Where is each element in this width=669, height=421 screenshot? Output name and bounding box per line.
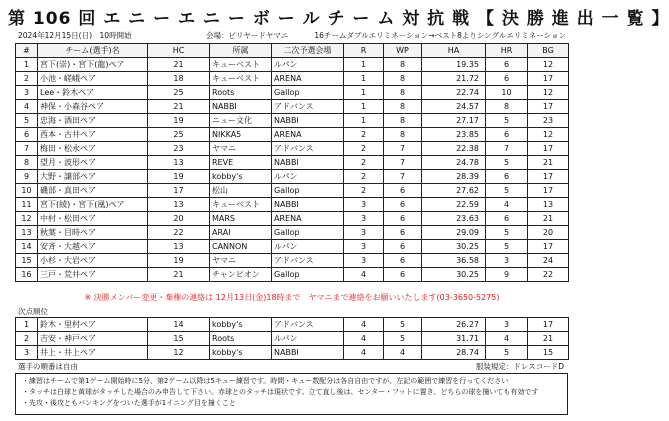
ha-cell: 36.58 bbox=[422, 254, 486, 268]
hr-cell: 5 bbox=[486, 346, 528, 360]
ha-cell: 23.85 bbox=[422, 128, 486, 142]
venue-cell: ルパン bbox=[272, 58, 344, 72]
bg-cell: 17 bbox=[528, 184, 569, 198]
team-cell: 吉安・神戸ペア bbox=[38, 332, 148, 346]
hc-cell: 21 bbox=[148, 100, 210, 114]
r-cell: 2 bbox=[344, 128, 384, 142]
rank-cell: 9 bbox=[16, 170, 38, 184]
r-cell: 1 bbox=[344, 86, 384, 100]
r-cell: 2 bbox=[344, 170, 384, 184]
r-cell: 3 bbox=[344, 212, 384, 226]
col-header: HR bbox=[486, 44, 528, 58]
finalists-table bbox=[15, 43, 569, 282]
hc-cell: 21 bbox=[148, 268, 210, 282]
wp-cell: 8 bbox=[384, 72, 422, 86]
table-row bbox=[16, 58, 569, 72]
wp-cell: 5 bbox=[384, 332, 422, 346]
ha-cell: 27.17 bbox=[422, 114, 486, 128]
hc-cell: 15 bbox=[148, 332, 210, 346]
team-cell: 秋葉・目時ペア bbox=[38, 226, 148, 240]
r-cell: 1 bbox=[344, 100, 384, 114]
table-row bbox=[16, 86, 569, 100]
affiliation-cell: Roots bbox=[210, 332, 272, 346]
finalists-body bbox=[16, 58, 569, 282]
hr-cell: 10 bbox=[486, 86, 528, 100]
table-header bbox=[16, 44, 569, 58]
bg-cell: 13 bbox=[528, 198, 569, 212]
team-cell: 忠海・酒田ペア bbox=[38, 114, 148, 128]
bg-cell: 21 bbox=[528, 156, 569, 170]
wp-cell: 7 bbox=[384, 170, 422, 184]
next-rank-label: 次点順位 bbox=[18, 307, 48, 316]
team-cell: 望月・波形ペア bbox=[38, 156, 148, 170]
bg-cell: 17 bbox=[528, 170, 569, 184]
table-row bbox=[16, 268, 569, 282]
affiliation-cell: MARS bbox=[210, 212, 272, 226]
team-cell: 小杉・大岩ペア bbox=[38, 254, 148, 268]
venue-cell: NABBI bbox=[272, 346, 344, 360]
affiliation-cell: CANNON bbox=[210, 240, 272, 254]
ha-cell: 22.59 bbox=[422, 198, 486, 212]
next-rank-table bbox=[15, 317, 569, 360]
rank-cell: 12 bbox=[16, 212, 38, 226]
table-row bbox=[16, 156, 569, 170]
page-title: 第 106 回 エ ニ ー エ ニ ー ボ ー ル チ ー ム 対 抗 戦 【 決 勝 進 出 一 覧 】 bbox=[8, 9, 669, 29]
affiliation-cell: kobby's bbox=[210, 346, 272, 360]
bg-cell: 15 bbox=[528, 346, 569, 360]
col-header: 所属 bbox=[210, 44, 272, 58]
ha-cell: 22.38 bbox=[422, 142, 486, 156]
table-row bbox=[16, 100, 569, 114]
rank-cell: 13 bbox=[16, 226, 38, 240]
venue-cell: アドバンス bbox=[272, 142, 344, 156]
wp-cell: 5 bbox=[384, 318, 422, 332]
r-cell: 3 bbox=[344, 254, 384, 268]
hc-cell: 12 bbox=[148, 346, 210, 360]
venue-cell: ルパン bbox=[272, 170, 344, 184]
event-date: 2024年12月15日(日) 10時開始 bbox=[18, 31, 132, 40]
venue-cell: Gallop bbox=[272, 86, 344, 100]
rank-cell: 1 bbox=[16, 318, 38, 332]
rank-cell: 1 bbox=[16, 58, 38, 72]
team-cell: 宮下(綾)・宮下(凰)ペア bbox=[38, 198, 148, 212]
rank-cell: 15 bbox=[16, 254, 38, 268]
wp-cell: 8 bbox=[384, 58, 422, 72]
rank-cell: 5 bbox=[16, 114, 38, 128]
team-cell: Lee・鈴木ペア bbox=[38, 86, 148, 100]
table-row bbox=[16, 254, 569, 268]
rule-note: ・先攻・後攻ともバンキングをついた選手が1イニング目を撞くこと bbox=[22, 399, 236, 407]
hr-cell: 5 bbox=[486, 156, 528, 170]
hr-cell: 5 bbox=[486, 184, 528, 198]
ha-cell: 29.09 bbox=[422, 226, 486, 240]
team-cell: 安斉・大越ペア bbox=[38, 240, 148, 254]
team-cell: 神保・小森谷ペア bbox=[38, 100, 148, 114]
bg-cell: 17 bbox=[528, 72, 569, 86]
bg-cell: 17 bbox=[528, 142, 569, 156]
hr-cell: 4 bbox=[486, 332, 528, 346]
ha-cell: 30.25 bbox=[422, 240, 486, 254]
r-cell: 3 bbox=[344, 240, 384, 254]
table-row bbox=[16, 226, 569, 240]
team-cell: 磯部・真田ペア bbox=[38, 184, 148, 198]
hr-cell: 5 bbox=[486, 240, 528, 254]
wp-cell: 8 bbox=[384, 86, 422, 100]
rule-note: ・練習はチームで第1ゲーム開始時に5分、第2ゲーム以降は5キュー練習です。時間・キュー数配分は各自自由ですが、左記の範囲で練習を行ってください bbox=[22, 377, 509, 385]
col-header: # bbox=[16, 44, 38, 58]
affiliation-cell: ニュー文化 bbox=[210, 114, 272, 128]
table-row bbox=[16, 128, 569, 142]
affiliation-cell: キューベスト bbox=[210, 198, 272, 212]
r-cell: 3 bbox=[344, 226, 384, 240]
r-cell: 1 bbox=[344, 114, 384, 128]
wp-cell: 6 bbox=[384, 254, 422, 268]
affiliation-cell: Roots bbox=[210, 86, 272, 100]
rank-cell: 10 bbox=[16, 184, 38, 198]
team-cell: 鈴木・里村ペア bbox=[38, 318, 148, 332]
ha-cell: 19.35 bbox=[422, 58, 486, 72]
rank-cell: 2 bbox=[16, 72, 38, 86]
affiliation-cell: kobby's bbox=[210, 318, 272, 332]
venue-cell: Gallop bbox=[272, 268, 344, 282]
team-cell: 西本・古井ペア bbox=[38, 128, 148, 142]
venue-cell: ルパン bbox=[272, 332, 344, 346]
venue-cell: アドバンス bbox=[272, 254, 344, 268]
affiliation-cell: キューベスト bbox=[210, 72, 272, 86]
affiliation-cell: チャンピオン bbox=[210, 268, 272, 282]
col-header: 二次予選会場 bbox=[272, 44, 344, 58]
venue-cell: アドバンス bbox=[272, 318, 344, 332]
hr-cell: 3 bbox=[486, 254, 528, 268]
venue-cell: ルパン bbox=[272, 240, 344, 254]
player-order-note: 選手の順番は自由 bbox=[18, 362, 78, 371]
hc-cell: 21 bbox=[148, 58, 210, 72]
table-row bbox=[16, 142, 569, 156]
r-cell: 4 bbox=[344, 346, 384, 360]
affiliation-cell: kobby's bbox=[210, 170, 272, 184]
event-venue: 会場：ビリヤードヤマニ bbox=[206, 31, 289, 40]
bg-cell: 21 bbox=[528, 332, 569, 346]
rank-cell: 3 bbox=[16, 346, 38, 360]
wp-cell: 8 bbox=[384, 100, 422, 114]
table-row bbox=[16, 346, 569, 360]
affiliation-cell: ヤマニ bbox=[210, 142, 272, 156]
table-row bbox=[16, 198, 569, 212]
venue-cell: ARENA bbox=[272, 72, 344, 86]
venue-cell: アドバンス bbox=[272, 100, 344, 114]
rules-notes bbox=[15, 373, 568, 415]
hc-cell: 18 bbox=[148, 72, 210, 86]
rule-note: ・タッチは白球と黄球がタッチした場合のみ申告して下さい。赤球とのタッチは現状です。立て直し後は、センター・フットに置き、どちらの球を撞いても有効です bbox=[22, 388, 539, 396]
hc-cell: 14 bbox=[148, 318, 210, 332]
wp-cell: 6 bbox=[384, 226, 422, 240]
hc-cell: 13 bbox=[148, 198, 210, 212]
hr-cell: 6 bbox=[486, 128, 528, 142]
r-cell: 1 bbox=[344, 72, 384, 86]
event-format: 16チームダブルエリミネーション→ベスト8よりシングルエリミネーション bbox=[314, 31, 566, 40]
hr-cell: 4 bbox=[486, 198, 528, 212]
sub-header bbox=[0, 30, 584, 42]
bg-cell: 21 bbox=[528, 212, 569, 226]
r-cell: 3 bbox=[344, 198, 384, 212]
hc-cell: 19 bbox=[148, 170, 210, 184]
wp-cell: 7 bbox=[384, 156, 422, 170]
dress-code-note: 服装規定：ドレスコードD bbox=[475, 362, 564, 371]
ha-cell: 31.71 bbox=[422, 332, 486, 346]
col-header: HC bbox=[148, 44, 210, 58]
ha-cell: 27.62 bbox=[422, 184, 486, 198]
r-cell: 1 bbox=[344, 58, 384, 72]
venue-cell: Gallop bbox=[272, 184, 344, 198]
ha-cell: 22.74 bbox=[422, 86, 486, 100]
rank-cell: 4 bbox=[16, 100, 38, 114]
venue-cell: NABBI bbox=[272, 114, 344, 128]
wp-cell: 6 bbox=[384, 268, 422, 282]
team-cell: 大野・譲部ペア bbox=[38, 170, 148, 184]
deadline-notice: ※ 決勝メンバー変更・棄権の連絡は 12月13日(金)18時まで ヤマニまで連絡をお願いいたします(03-3650-5275) bbox=[84, 293, 500, 302]
wp-cell: 6 bbox=[384, 184, 422, 198]
hr-cell: 3 bbox=[486, 318, 528, 332]
table-row bbox=[16, 184, 569, 198]
affiliation-cell: REVE bbox=[210, 156, 272, 170]
wp-cell: 6 bbox=[384, 198, 422, 212]
rank-cell: 16 bbox=[16, 268, 38, 282]
bg-cell: 17 bbox=[528, 100, 569, 114]
hc-cell: 13 bbox=[148, 156, 210, 170]
ha-cell: 24.78 bbox=[422, 156, 486, 170]
affiliation-cell: NABBI bbox=[210, 100, 272, 114]
rank-cell: 3 bbox=[16, 86, 38, 100]
ha-cell: 21.72 bbox=[422, 72, 486, 86]
table-row bbox=[16, 212, 569, 226]
hc-cell: 25 bbox=[148, 86, 210, 100]
affiliation-cell: キューベスト bbox=[210, 58, 272, 72]
rank-cell: 11 bbox=[16, 198, 38, 212]
r-cell: 2 bbox=[344, 156, 384, 170]
affiliation-cell: NIKKA5 bbox=[210, 128, 272, 142]
ha-cell: 30.25 bbox=[422, 268, 486, 282]
hc-cell: 20 bbox=[148, 212, 210, 226]
r-cell: 4 bbox=[344, 268, 384, 282]
wp-cell: 6 bbox=[384, 240, 422, 254]
hr-cell: 9 bbox=[486, 268, 528, 282]
ha-cell: 28.74 bbox=[422, 346, 486, 360]
bg-cell: 20 bbox=[528, 226, 569, 240]
hc-cell: 19 bbox=[148, 254, 210, 268]
r-cell: 2 bbox=[344, 142, 384, 156]
bg-cell: 17 bbox=[528, 240, 569, 254]
hc-cell: 13 bbox=[148, 240, 210, 254]
venue-cell: ARENA bbox=[272, 212, 344, 226]
hr-cell: 8 bbox=[486, 100, 528, 114]
team-cell: 井上・井上ペア bbox=[38, 346, 148, 360]
bg-cell: 17 bbox=[528, 318, 569, 332]
team-cell: 宮下(崇)・宮下(龍)ペア bbox=[38, 58, 148, 72]
table-row bbox=[16, 170, 569, 184]
hr-cell: 6 bbox=[486, 170, 528, 184]
wp-cell: 8 bbox=[384, 128, 422, 142]
ha-cell: 26.27 bbox=[422, 318, 486, 332]
affiliation-cell: 松山 bbox=[210, 184, 272, 198]
team-cell: 梅田・松永ペア bbox=[38, 142, 148, 156]
team-cell: 三戸・荒井ペア bbox=[38, 268, 148, 282]
table-row bbox=[16, 240, 569, 254]
hc-cell: 17 bbox=[148, 184, 210, 198]
venue-cell: NABBI bbox=[272, 198, 344, 212]
bg-cell: 12 bbox=[528, 58, 569, 72]
affiliation-cell: ARAI bbox=[210, 226, 272, 240]
hc-cell: 25 bbox=[148, 128, 210, 142]
bg-cell: 12 bbox=[528, 128, 569, 142]
hr-cell: 5 bbox=[486, 114, 528, 128]
ha-cell: 23.63 bbox=[422, 212, 486, 226]
r-cell: 4 bbox=[344, 318, 384, 332]
hr-cell: 6 bbox=[486, 58, 528, 72]
venue-cell: ARENA bbox=[272, 128, 344, 142]
rank-cell: 14 bbox=[16, 240, 38, 254]
rank-cell: 8 bbox=[16, 156, 38, 170]
table-row bbox=[16, 318, 569, 332]
ha-cell: 28.39 bbox=[422, 170, 486, 184]
bg-cell: 22 bbox=[528, 268, 569, 282]
bg-cell: 12 bbox=[528, 86, 569, 100]
col-header: R bbox=[344, 44, 384, 58]
table-row bbox=[16, 72, 569, 86]
hr-cell: 5 bbox=[486, 226, 528, 240]
next-rank-body bbox=[16, 318, 569, 360]
col-header: BG bbox=[528, 44, 569, 58]
affiliation-cell: ヤマニ bbox=[210, 254, 272, 268]
wp-cell: 4 bbox=[384, 346, 422, 360]
bg-cell: 24 bbox=[528, 254, 569, 268]
col-header: チーム(選手)名 bbox=[38, 44, 148, 58]
hr-cell: 6 bbox=[486, 72, 528, 86]
table-row bbox=[16, 332, 569, 346]
ha-cell: 24.57 bbox=[422, 100, 486, 114]
team-cell: 小池・嵯峨ペア bbox=[38, 72, 148, 86]
wp-cell: 7 bbox=[384, 142, 422, 156]
hc-cell: 22 bbox=[148, 226, 210, 240]
wp-cell: 8 bbox=[384, 114, 422, 128]
r-cell: 2 bbox=[344, 184, 384, 198]
bg-cell: 23 bbox=[528, 114, 569, 128]
hc-cell: 23 bbox=[148, 142, 210, 156]
rank-cell: 2 bbox=[16, 332, 38, 346]
venue-cell: Gallop bbox=[272, 226, 344, 240]
wp-cell: 6 bbox=[384, 212, 422, 226]
col-header: WP bbox=[384, 44, 422, 58]
rank-cell: 7 bbox=[16, 142, 38, 156]
venue-cell: NABBI bbox=[272, 156, 344, 170]
hc-cell: 19 bbox=[148, 114, 210, 128]
r-cell: 4 bbox=[344, 332, 384, 346]
team-cell: 中村・松田ペア bbox=[38, 212, 148, 226]
rank-cell: 6 bbox=[16, 128, 38, 142]
table-row bbox=[16, 114, 569, 128]
hr-cell: 6 bbox=[486, 212, 528, 226]
col-header: HA bbox=[422, 44, 486, 58]
hr-cell: 7 bbox=[486, 142, 528, 156]
